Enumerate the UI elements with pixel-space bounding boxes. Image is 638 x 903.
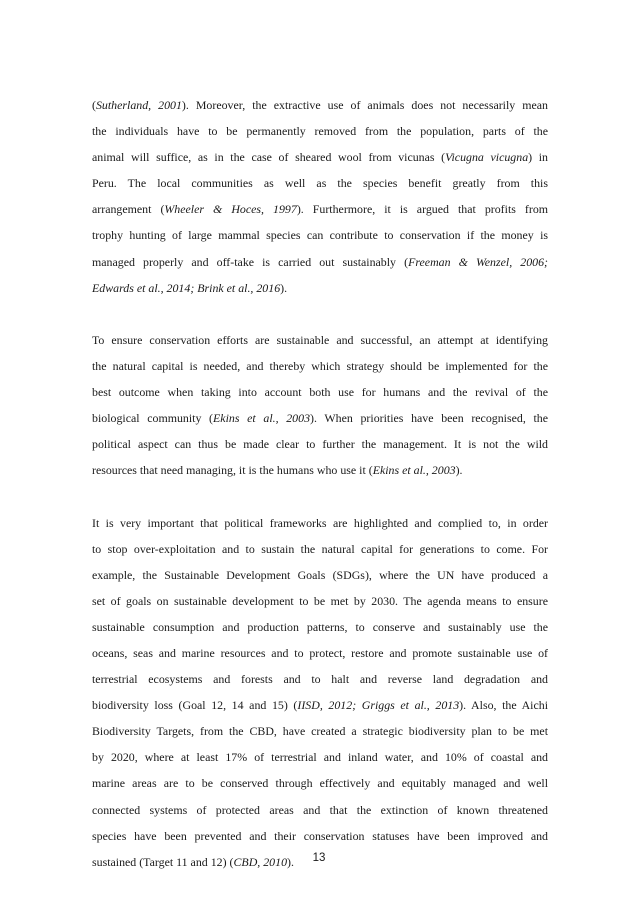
body-text-run: biodiversity loss (Goal 12, 14 and 15) ( bbox=[92, 698, 298, 713]
body-text-run: terrestrial ecosystems and forests and to halt and reverse land degradation and bbox=[92, 672, 548, 687]
body-text-run: ). bbox=[455, 463, 463, 478]
text-line bbox=[92, 144, 548, 170]
body-text-run: To ensure conservation efforts are sustainable and successful, an attempt at identifying bbox=[92, 332, 548, 347]
body-text-run: ). Furthermore, it is argued that profits from bbox=[296, 202, 549, 217]
body-text-run: by 2020, where at least 17% of terrestrial and inland water, and 10% of coastal and bbox=[92, 750, 548, 765]
text-line bbox=[92, 379, 548, 405]
text-line bbox=[92, 275, 548, 301]
citation-text: CBD, 2010 bbox=[233, 854, 288, 869]
citation-text: Vicugna vicugna bbox=[445, 150, 529, 165]
text-line bbox=[92, 666, 548, 692]
body-text-run: example, the Sustainable Development Goals (SDGs), where the UN have produced a bbox=[92, 567, 548, 582]
body-text-run: the natural capital is needed, and thereby which strategy should be implemented for the bbox=[92, 358, 548, 373]
citation-text: Ekins et al., 2003 bbox=[213, 411, 311, 426]
citation-text: Sutherland, 2001 bbox=[95, 98, 182, 112]
text-line bbox=[92, 744, 548, 770]
body-text-run: ( bbox=[92, 98, 96, 112]
paragraph bbox=[92, 510, 548, 875]
body-text-run: ). When priorities have been recognised, the bbox=[310, 411, 548, 426]
text-line bbox=[92, 797, 548, 823]
text-line bbox=[92, 510, 548, 536]
text-line bbox=[92, 640, 548, 666]
citation-text: IISD, 2012; Griggs et al., 2013 bbox=[297, 698, 460, 713]
text-line bbox=[92, 536, 548, 562]
body-text-run: biological community ( bbox=[92, 411, 214, 426]
text-line bbox=[92, 405, 548, 431]
body-text-run: animal will suffice, as in the case of sheared wool from vicunas ( bbox=[92, 150, 446, 165]
text-line bbox=[92, 196, 548, 222]
body-text-run: best outcome when taking into account both use for humans and the revival of the bbox=[92, 385, 548, 400]
body-text-run: Peru. The local communities as well as the species benefit greatly from this bbox=[92, 176, 548, 191]
text-line bbox=[92, 770, 548, 796]
text-line bbox=[92, 588, 548, 614]
body-text-run: ). bbox=[280, 280, 288, 295]
body-text-run: ). Moreover, the extractive use of animals does not necessarily mean bbox=[181, 98, 548, 112]
body-text-run: connected systems of protected areas and that the extinction of known threatened bbox=[92, 802, 548, 817]
text-line bbox=[92, 692, 548, 718]
text-line bbox=[92, 327, 548, 353]
citation-text: Edwards et al., 2014; Brink et al., 2016 bbox=[92, 280, 281, 295]
paragraph bbox=[92, 92, 548, 301]
body-text-run: the individuals have to be permanently removed from the population, parts of the bbox=[92, 124, 548, 139]
text-line bbox=[92, 170, 548, 196]
body-text-run: ). bbox=[287, 854, 294, 869]
body-text-run: managed properly and off-take is carried out sustainably ( bbox=[92, 254, 409, 269]
body-text-run: sustained (Target 11 and 12) ( bbox=[92, 854, 234, 869]
text-line bbox=[92, 118, 548, 144]
citation-text: Wheeler & Hoces, 1997 bbox=[164, 202, 297, 217]
text-line bbox=[92, 353, 548, 379]
body-text-run: ) in bbox=[528, 150, 549, 165]
paragraph-gap bbox=[92, 301, 548, 327]
body-text-run: ). Also, the Aichi bbox=[459, 698, 548, 713]
body-text-run: to stop over-exploitation and to sustain the natural capital for generations to come. For bbox=[92, 541, 548, 556]
paragraph-gap bbox=[92, 483, 548, 509]
text-line bbox=[92, 457, 548, 483]
text-line bbox=[92, 222, 548, 248]
body-text-run: trophy hunting of large mammal species can contribute to conservation if the money is bbox=[92, 228, 548, 243]
text-line bbox=[92, 823, 548, 849]
text-line bbox=[92, 92, 548, 118]
body-text-run: Biodiversity Targets, from the CBD, have created a strategic biodiversity plan to be met bbox=[92, 724, 548, 739]
body-text-run: arrangement ( bbox=[92, 202, 165, 217]
citation-text: Ekins et al., 2003 bbox=[372, 463, 456, 478]
text-line bbox=[92, 614, 548, 640]
text-line bbox=[92, 718, 548, 744]
text-line bbox=[92, 431, 548, 457]
text-line bbox=[92, 249, 548, 275]
paragraph bbox=[92, 327, 548, 484]
body-text-run: It is very important that political frameworks are highlighted and complied to, in order bbox=[92, 515, 548, 530]
body-text-run: oceans, seas and marine resources and to protect, restore and promote sustainable use of bbox=[92, 645, 548, 660]
page-number: 13 bbox=[312, 852, 326, 864]
body-text-run: sustainable consumption and production patterns, to conserve and sustainably use the bbox=[92, 619, 548, 634]
body-text-run: political aspect can thus be made clear to further the management. It is not the wild bbox=[92, 437, 548, 452]
body-text-run: resources that need managing, it is the humans who use it ( bbox=[92, 463, 373, 478]
citation-text: Freeman & Wenzel, 2006; bbox=[408, 254, 549, 269]
body-text-run: marine areas are to be conserved through effectively and equitably managed and well bbox=[92, 776, 548, 791]
body-text-run: species have been prevented and their conservation statuses have been improved and bbox=[92, 828, 548, 843]
body-text-run: set of goals on sustainable development to be met by 2030. The agenda means to ensure bbox=[92, 593, 548, 608]
body-text bbox=[92, 92, 548, 875]
text-line bbox=[92, 562, 548, 588]
